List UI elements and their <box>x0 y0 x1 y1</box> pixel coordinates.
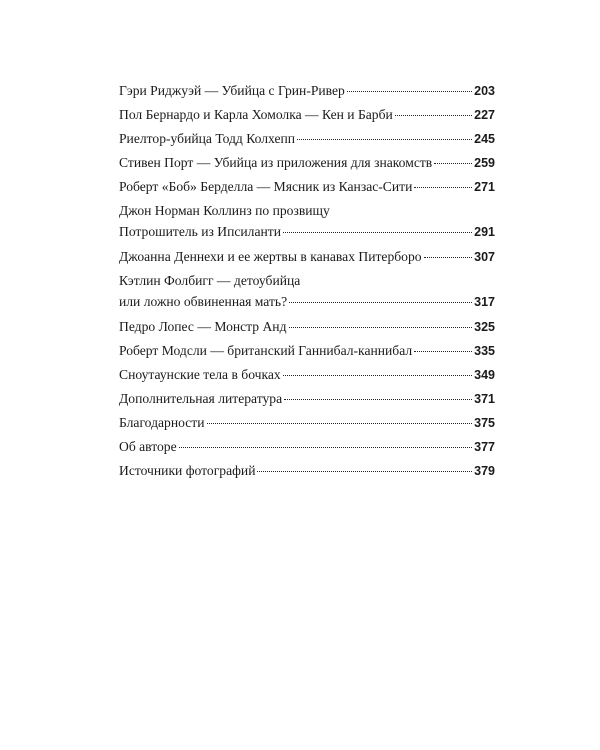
toc-entry-title: Стивен Порт — Убийца из приложения для знакомств <box>119 155 433 170</box>
toc-entry-title: Источники фотографий <box>119 463 256 478</box>
dot-leader <box>207 423 473 424</box>
dot-leader <box>414 351 472 352</box>
toc-entry-title: Сноутаунские тела в бочках <box>119 367 281 382</box>
toc-row <box>119 340 495 362</box>
toc-entry-title: Роберт «Боб» Берделла — Мясник из Канзас-Сити <box>119 179 413 194</box>
toc-row <box>119 460 495 482</box>
toc-entry[interactable] <box>119 412 495 433</box>
toc-entry[interactable] <box>119 104 495 125</box>
toc-entry-page: 317 <box>474 295 495 309</box>
dot-leader <box>257 471 472 472</box>
toc-row <box>119 291 495 313</box>
dot-leader <box>284 399 472 400</box>
toc-row <box>119 128 495 150</box>
toc-entry-title: или ложно обвиненная мать? <box>119 294 288 309</box>
dot-leader <box>434 163 472 164</box>
toc-entry-page: 349 <box>474 368 495 382</box>
toc-row <box>119 104 495 126</box>
toc-entry[interactable] <box>119 270 495 313</box>
toc-entry[interactable] <box>119 340 495 361</box>
toc-entry[interactable] <box>119 246 495 267</box>
dot-leader <box>289 327 473 328</box>
toc-row <box>119 316 495 338</box>
toc-entry-page: 227 <box>474 108 495 122</box>
toc-entry[interactable] <box>119 460 495 481</box>
toc-row <box>119 364 495 386</box>
toc-entry-page: 259 <box>474 156 495 170</box>
dot-leader <box>424 257 473 258</box>
toc-entry[interactable] <box>119 316 495 337</box>
toc-entry-page: 291 <box>474 225 495 239</box>
toc-entry[interactable] <box>119 200 495 243</box>
toc-row <box>119 221 495 243</box>
toc-entry[interactable] <box>119 80 495 101</box>
dot-leader <box>283 375 472 376</box>
toc-entry-page: 375 <box>474 416 495 430</box>
toc-entry-page: 335 <box>474 344 495 358</box>
toc-entry-page: 203 <box>474 84 495 98</box>
toc-entry-page: 245 <box>474 132 495 146</box>
toc-entry-title: Гэри Риджуэй — Убийца с Грин-Ривер <box>119 83 345 98</box>
toc-entry[interactable] <box>119 152 495 173</box>
toc-entry-title-line1: Кэтлин Фолбигг — детоубийца <box>119 273 301 288</box>
dot-leader <box>297 139 472 140</box>
toc-entry[interactable] <box>119 388 495 409</box>
toc-row <box>119 436 495 458</box>
toc-entry-title: Благодарности <box>119 415 205 430</box>
toc-entry-title: Педро Лопес — Монстр Анд <box>119 319 287 334</box>
toc-entry-title: Риелтор-убийца Тодд Колхепп <box>119 131 296 146</box>
toc-row <box>119 412 495 434</box>
dot-leader <box>395 115 472 116</box>
toc-entry[interactable] <box>119 128 495 149</box>
table-of-contents <box>119 80 495 484</box>
toc-entry-page: 325 <box>474 320 495 334</box>
toc-entry-title-line1: Джон Норман Коллинз по прозвищу <box>119 203 330 218</box>
toc-entry[interactable] <box>119 436 495 457</box>
toc-row <box>119 388 495 410</box>
toc-entry-page: 271 <box>474 180 495 194</box>
toc-row <box>119 152 495 174</box>
toc-entry-page: 379 <box>474 464 495 478</box>
toc-row <box>119 80 495 102</box>
toc-row <box>119 246 495 268</box>
toc-entry-title: Пол Бернардо и Карла Хомолка — Кен и Барби <box>119 107 393 122</box>
toc-entry-page: 307 <box>474 250 495 264</box>
dot-leader <box>283 232 472 233</box>
toc-entry[interactable] <box>119 364 495 385</box>
dot-leader <box>347 91 472 92</box>
toc-entry-title: Дополнительная литература <box>119 391 283 406</box>
toc-entry-title: Об авторе <box>119 439 177 454</box>
dot-leader <box>179 447 473 448</box>
toc-row <box>119 176 495 198</box>
toc-entry-page: 371 <box>474 392 495 406</box>
toc-entry-title: Роберт Модсли — британский Ганнибал-каннибал <box>119 343 413 358</box>
dot-leader <box>289 302 472 303</box>
toc-entry-page: 377 <box>474 440 495 454</box>
toc-entry[interactable] <box>119 176 495 197</box>
toc-entry-title: Джоанна Деннехи и ее жертвы в канавах Питерборо <box>119 249 422 264</box>
toc-entry-title: Потрошитель из Ипсиланти <box>119 224 281 239</box>
dot-leader <box>414 187 472 188</box>
